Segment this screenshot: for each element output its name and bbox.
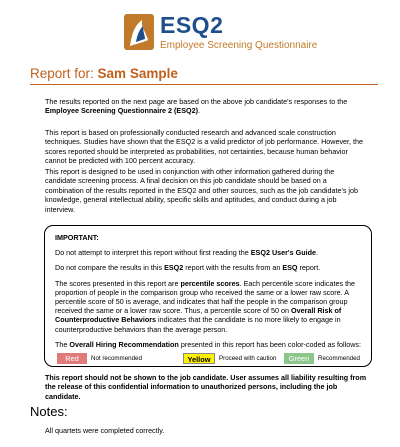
important-line-3: The scores presented in this report are percentile scores. Each percentile score indicates the proportion of people in the comparison group who received the same or a lower raw score. A percentile score of 50 is average, and indicates that half the people in the comparison group received the same or a lower raw score. Thus, a percentile score of 50 on Overall Risk of Counterproductive Behaviors indicates that the candidate is no more likely to engage in counterproductive behaviors than the average person. <box>55 278 356 334</box>
color-legend <box>55 353 363 367</box>
esq2-logo <box>122 12 318 58</box>
intro-paragraph-3: This report is designed to be used in conjunction with other information gathered during the candidate screening process. A final decision on this job candidate should be based on a combination of the results reported in the ESQ2 and other sources, such as the job candidate's job knowledge, general intellectual ability, specific skills and aptitudes, and conduct during a job interview. <box>45 167 359 214</box>
logo-mark-icon <box>122 12 156 52</box>
notes-heading: Notes: <box>30 404 68 419</box>
important-heading: IMPORTANT: <box>55 233 99 242</box>
intro-paragraph-1: The results reported on the next page are based on the above job candidate's responses to the Employee Screening Questionnaire 2 (ESQ2). <box>45 97 348 116</box>
legend-chip-green: Green <box>284 353 314 364</box>
important-line-4: The Overall Hiring Recommendation presented in this report has been color-coded as follows: <box>55 339 362 349</box>
legend-chip-yellow: Yellow <box>183 353 215 364</box>
important-line-2: Do not compare the results in this ESQ2 report with the results from an ESQ report. <box>55 263 321 273</box>
candidate-name: Sam Sample <box>97 66 178 81</box>
important-line-1: Do not attempt to interpret this report without first reading the ESQ2 User's Guide. <box>55 248 318 258</box>
legend-label-red: Not recommended <box>91 355 142 363</box>
confidentiality-warning: This report should not be shown to the job candidate. User assumes all liability resulting from the release of this confidential information to unauthorized persons, including the job candidate. <box>45 373 367 401</box>
header-divider <box>30 84 378 85</box>
legend-label-green: Recommended <box>318 355 360 363</box>
logo-brand: ESQ2 <box>160 12 224 38</box>
report-for-label: Report for: <box>30 66 94 81</box>
intro-paragraph-2: This report is based on professionally conducted research and advanced scale construction techniques. Studies have shown that the ESQ2 is a valid predictor of job performance. However, the scores reported should be interpreted as probabilities, not certainties, because human behavior cannot be predicted with 100 percent accuracy. <box>45 128 364 166</box>
legend-chip-red: Red <box>57 353 87 364</box>
report-title <box>30 66 178 81</box>
important-box <box>44 225 372 367</box>
notes-text: All quartets were completed correctly. <box>45 426 165 435</box>
logo-subtitle: Employee Screening Questionnaire <box>160 40 318 51</box>
legend-label-yellow: Proceed with caution <box>219 355 277 363</box>
